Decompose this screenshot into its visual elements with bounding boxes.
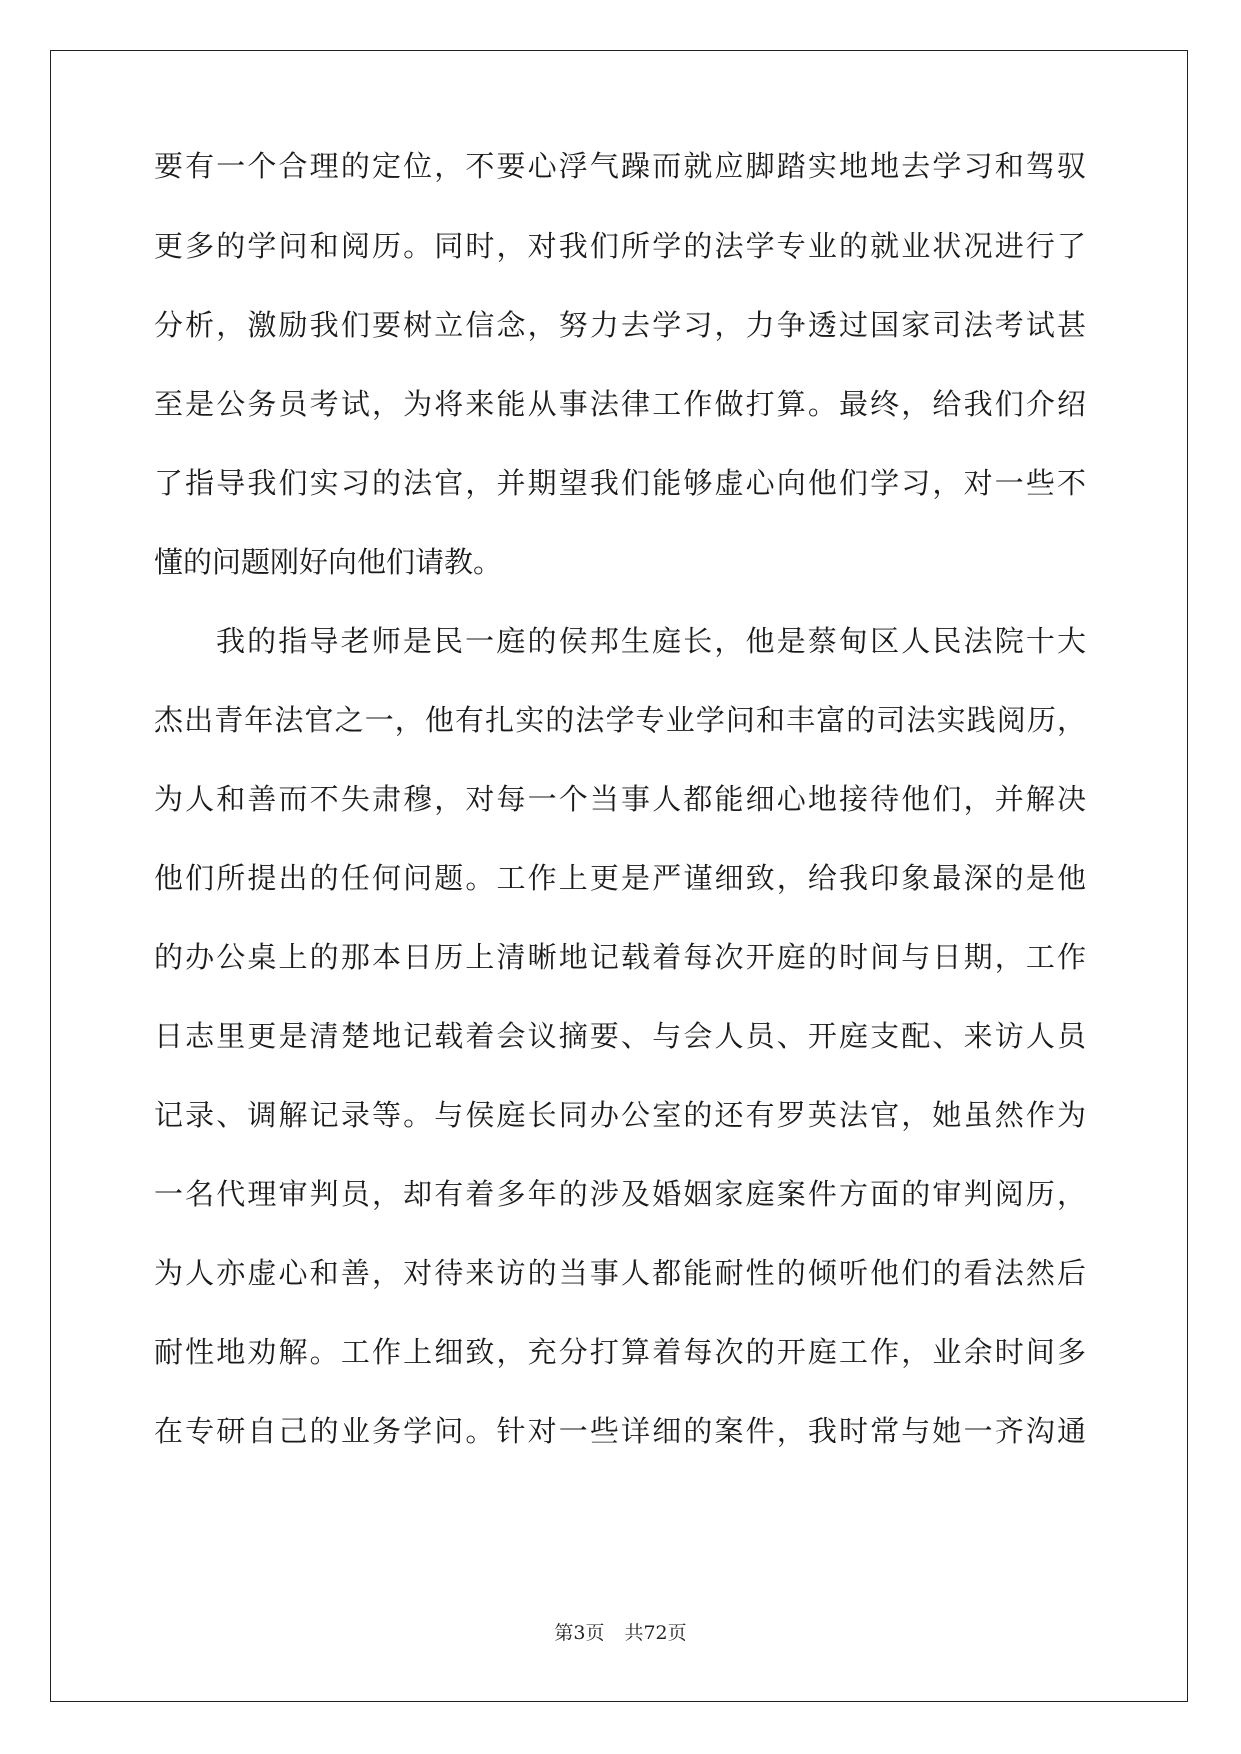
text-line: 为人和善而不失肃穆，对每一个当事人都能细心地接待他们，并解决 — [154, 782, 1086, 816]
text-line: 分析，激励我们要树立信念，努力去学习，力争透过国家司法考试甚 — [154, 308, 1086, 342]
text-line: 一名代理审判员，却有着多年的涉及婚姻家庭案件方面的审判阅历， — [154, 1177, 1086, 1211]
text-line: 记录、调解记录等。与侯庭长同办公室的还有罗英法官，她虽然作为 — [154, 1098, 1086, 1132]
text-line: 要有一个合理的定位，不要心浮气躁而就应脚踏实地地去学习和驾驭 — [154, 149, 1086, 183]
text-line: 耐性地劝解。工作上细致，充分打算着每次的开庭工作，业余时间多 — [154, 1335, 1086, 1369]
text-line: 日志里更是清楚地记载着会议摘要、与会人员、开庭支配、来访人员 — [154, 1019, 1086, 1053]
text-line: 他们所提出的任何问题。工作上更是严谨细致，给我印象最深的是他 — [154, 861, 1086, 895]
text-line: 了指导我们实习的法官，并期望我们能够虚心向他们学习，对一些不 — [154, 466, 1086, 500]
text-line: 在专研自己的业务学问。针对一些详细的案件，我时常与她一齐沟通 — [154, 1414, 1086, 1448]
text-line: 的办公桌上的那本日历上清晰地记载着每次开庭的时间与日期，工作 — [154, 940, 1086, 974]
text-line: 懂的问题刚好向他们请教。 — [154, 545, 503, 579]
paragraph-start-line: 我的指导老师是民一庭的侯邦生庭长，他是蔡甸区人民法院十大 — [216, 624, 1086, 658]
text-line: 至是公务员考试，为将来能从事法律工作做打算。最终，给我们介绍 — [154, 387, 1086, 421]
page-footer — [0, 1618, 1241, 1648]
text-line: 杰出青年法官之一，他有扎实的法学专业学问和丰富的司法实践阅历， — [154, 703, 1086, 737]
page-total: 共72页 — [624, 1622, 687, 1644]
text-line: 为人亦虚心和善，对待来访的当事人都能耐性的倾听他们的看法然后 — [154, 1256, 1086, 1290]
text-line: 更多的学问和阅历。同时，对我们所学的法学专业的就业状况进行了 — [154, 229, 1086, 263]
page-number: 第3页 — [554, 1622, 605, 1644]
